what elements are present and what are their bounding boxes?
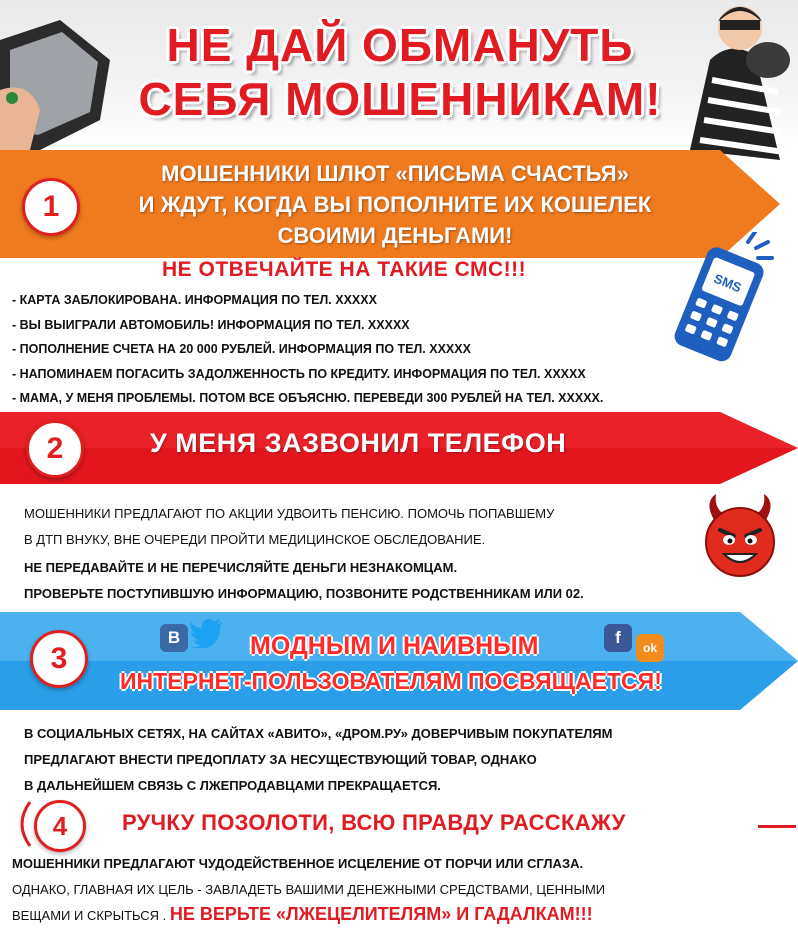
section-4-dash: [758, 825, 796, 828]
section-1-subheading: НЕ ОТВЕЧАЙТЕ НА ТАКИЕ СМС!!!: [162, 258, 527, 281]
section-2-banner-text: У МЕНЯ ЗАЗВОНИЛ ТЕЛЕФОН: [150, 428, 567, 458]
section-4-line-2: ОДНАКО, ГЛАВНАЯ ИХ ЦЕЛЬ - ЗАВЛАДЕТЬ ВАШИМИ ДЕНЕЖНЫМИ СРЕДСТВАМИ, ЦЕННЫМИ: [12, 882, 606, 897]
section-2-line-4: ПРОВЕРЬТЕ ПОСТУПИВШУЮ ИНФОРМАЦИЮ, ПОЗВОНИТЕ РОДСТВЕННИКАМ ИЛИ 02.: [24, 586, 584, 601]
section-2-line-3: НЕ ПЕРЕДАВАЙТЕ И НЕ ПЕРЕЧИСЛЯЙТЕ ДЕНЬГИ НЕЗНАКОМЦАМ.: [24, 560, 458, 575]
section-4-banner-text: РУЧКУ ПОЗОЛОТИ, ВСЮ ПРАВДУ РАССКАЖУ: [122, 810, 626, 835]
section-4-line-1: МОШЕННИКИ ПРЕДЛАГАЮТ ЧУДОДЕЙСТВЕННОЕ ИСЦЕЛЕНИЕ ОТ ПОРЧИ ИЛИ СГЛАЗА.: [12, 856, 584, 871]
section-2-number: 2: [26, 420, 84, 478]
section-3-number: 3: [30, 630, 88, 688]
section-3-line-2: ПРЕДЛАГАЮТ ВНЕСТИ ПРЕДОПЛАТУ ЗА НЕСУЩЕСТВУЮЩИЙ ТОВАР, ОДНАКО: [24, 752, 537, 767]
section-1-banner-line-2: И ЖДУТ, КОГДА ВЫ ПОПОЛНИТЕ ИХ КОШЕЛЕК: [138, 192, 652, 217]
odnoklassniki-icon: ok: [636, 634, 664, 662]
title-line-2: СЕБЯ МОШЕННИКАМ!: [138, 73, 662, 125]
sms-label: SMS: [711, 270, 744, 296]
title-line-1: НЕ ДАЙ ОБМАНУТЬ: [166, 19, 634, 71]
list-item: - ВЫ ВЫИГРАЛИ АВТОМОБИЛЬ! ИНФОРМАЦИЯ ПО ТЕЛ. ХХХХХ: [12, 317, 410, 332]
facebook-icon: f: [604, 624, 632, 652]
section-3-line-1: В СОЦИАЛЬНЫХ СЕТЯХ, НА САЙТАХ «АВИТО», «ДРОМ.РУ» ДОВЕРЧИВЫМ ПОКУПАТЕЛЯМ: [24, 726, 613, 741]
section-1-banner-line-1: МОШЕННИКИ ШЛЮТ «ПИСЬМА СЧАСТЬЯ»: [161, 161, 629, 186]
list-item: - МАМА, У МЕНЯ ПРОБЛЕМЫ. ПОТОМ ВСЕ ОБЪЯСНЮ. ПЕРЕВЕДИ 300 РУБЛЕЙ НА ТЕЛ. ХХХХХ.: [12, 391, 604, 405]
twitter-icon: [190, 618, 224, 648]
sms-example-list: [12, 288, 662, 411]
sms-phone-icon: [660, 232, 780, 362]
section-4-warning: НЕ ВЕРЬТЕ «ЛЖЕЦЕЛИТЕЛЯМ» И ГАДАЛКАМ!!!: [169, 904, 593, 924]
list-item: - НАПОМИНАЕМ ПОГАСИТЬ ЗАДОЛЖЕННОСТЬ ПО КРЕДИТУ. ИНФОРМАЦИЯ ПО ТЕЛ. ХХХХХ: [12, 366, 586, 381]
section-2-line-2: В ДТП ВНУКУ, ВНЕ ОЧЕРЕДИ ПРОЙТИ МЕДИЦИНСКОЕ ОБСЛЕДОВАНИЕ.: [24, 532, 486, 547]
section-2-line-1: МОШЕННИКИ ПРЕДЛАГАЮТ ПО АКЦИИ УДВОИТЬ ПЕНСИЮ. ПОМОЧЬ ПОПАВШЕМУ: [24, 506, 555, 521]
section-4-number: 4: [34, 800, 86, 852]
section-3-banner: [0, 612, 798, 710]
section-1-banner-text: [95, 158, 695, 251]
vk-icon: В: [160, 624, 188, 652]
list-item: - КАРТА ЗАБЛОКИРОВАНА. ИНФОРМАЦИЯ ПО ТЕЛ. ХХХХХ: [12, 293, 377, 307]
section-4-line-3: ВЕЩАМИ И СКРЫТЬСЯ .: [12, 908, 167, 923]
devil-emoji-icon: [700, 490, 780, 582]
section-4-line-3-row: [12, 904, 593, 925]
section-3-banner-line-1: МОДНЫМ И НАИВНЫМ: [250, 632, 539, 660]
section-3-line-3: В ДАЛЬНЕЙШЕМ СВЯЗЬ С ЛЖЕПРОДАВЦАМИ ПРЕКРАЩАЕТСЯ.: [24, 778, 441, 793]
section-1-number: 1: [22, 178, 80, 236]
list-item: - ПОПОЛНЕНИЕ СЧЕТА НА 20 000 РУБЛЕЙ. ИНФОРМАЦИЯ ПО ТЕЛ. ХХХХХ: [12, 342, 471, 356]
section-3-banner-line-2: ИНТЕРНЕТ-ПОЛЬЗОВАТЕЛЯМ ПОСВЯЩАЕТСЯ!: [120, 668, 662, 694]
section-1-banner-line-3: СВОИМИ ДЕНЬГАМИ!: [277, 223, 513, 248]
